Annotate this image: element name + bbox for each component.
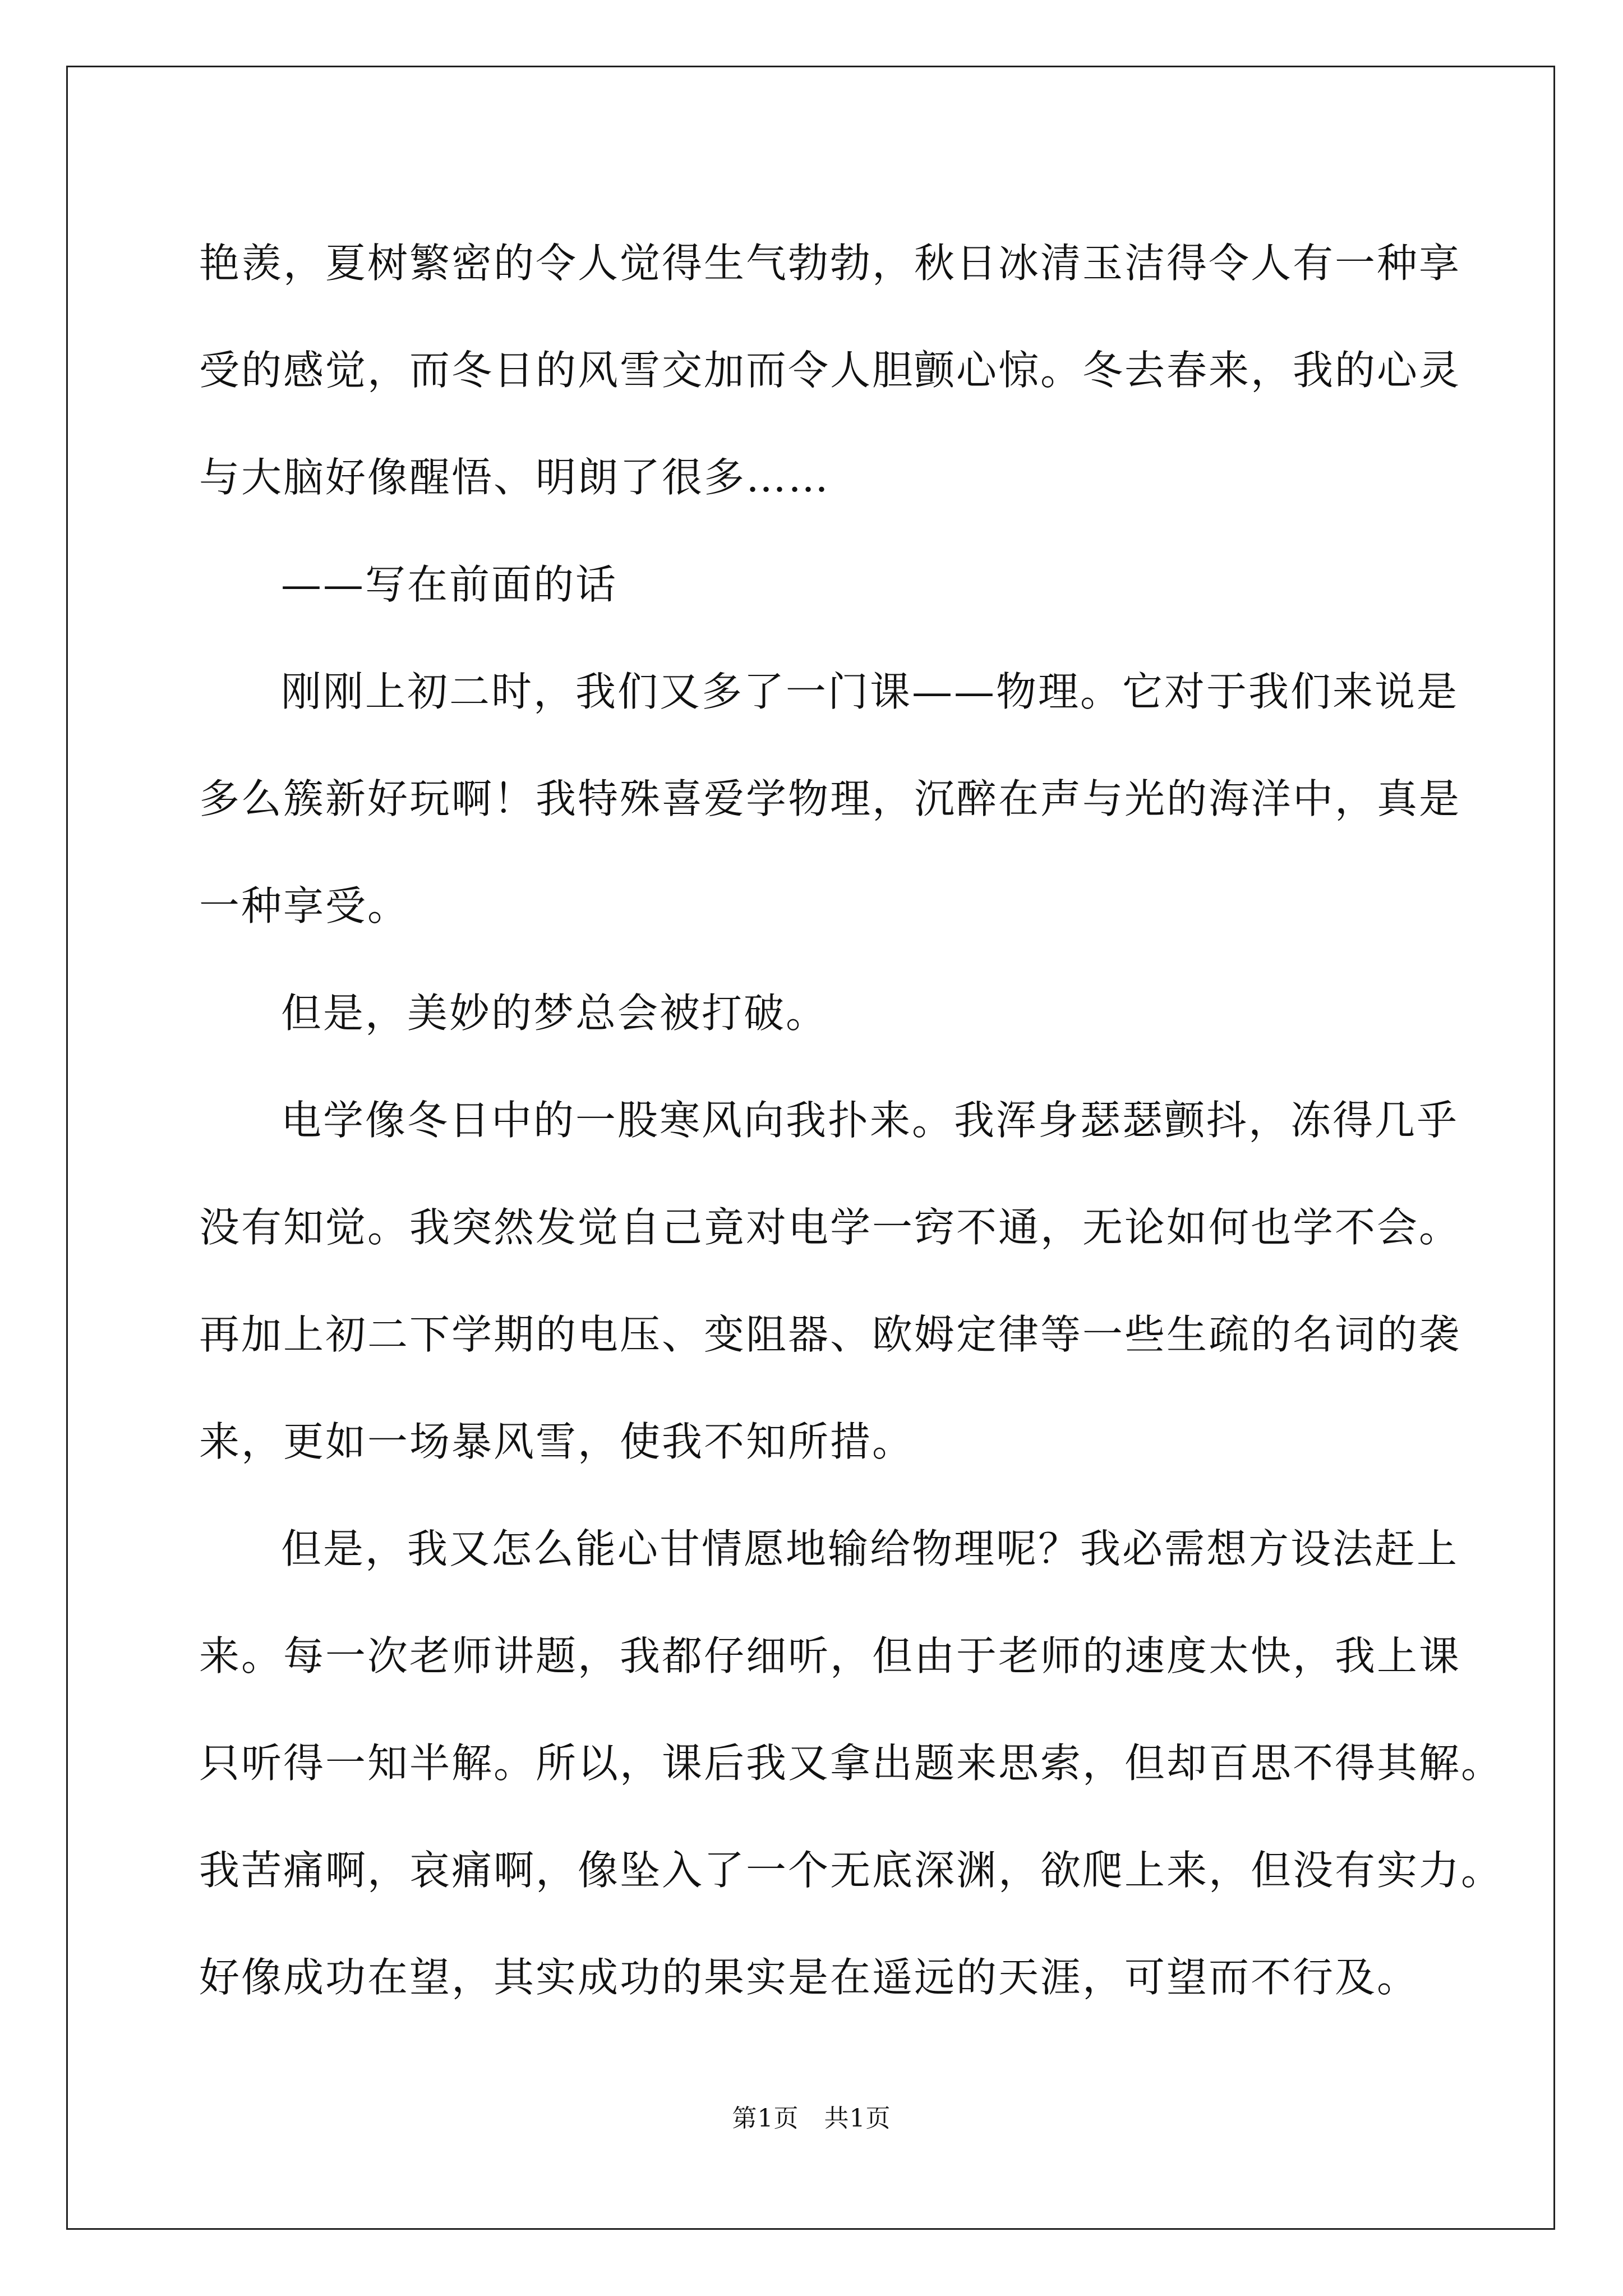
text-line-indented: ——写在前面的话 xyxy=(281,561,618,608)
text-line-indented: 但是，美妙的梦总会被打破。 xyxy=(281,990,828,1037)
text-line: 只听得一知半解。所以，课后我又拿出题来思索，但却百思不得其解。 xyxy=(199,1740,1504,1787)
text-line: 艳羡，夏树繁密的令人觉得生气勃勃，秋日冰清玉洁得令人有一种享 xyxy=(199,240,1461,287)
document-body xyxy=(199,210,1504,2031)
text-line: 受的感觉，而冬日的风雪交加而令人胆颤心惊。冬去春来，我的心灵 xyxy=(199,347,1461,394)
text-line: 再加上初二下学期的电压、变阻器、欧姆定律等一些生疏的名词的袭 xyxy=(199,1311,1461,1358)
text-line-indented: 刚刚上初二时，我们又多了一门课——物理。它对于我们来说是 xyxy=(281,668,1459,715)
text-line-indented: 但是，我又怎么能心甘情愿地输给物理呢？我必需想方设法赶上 xyxy=(281,1525,1459,1572)
text-line-indented: 电学像冬日中的一股寒风向我扑来。我浑身瑟瑟颤抖，冻得几乎 xyxy=(281,1097,1459,1144)
text-line: 来。每一次老师讲题，我都仔细听，但由于老师的速度太快，我上课 xyxy=(199,1632,1461,1680)
text-line: 好像成功在望，其实成功的果实是在遥远的天涯，可望而不行及。 xyxy=(199,1954,1419,2001)
text-line: 来，更如一场暴风雪，使我不知所措。 xyxy=(199,1418,915,1465)
text-line: 一种享受。 xyxy=(199,882,410,930)
text-line: 与大脑好像醒悟、明朗了很多…… xyxy=(199,454,831,501)
text-line: 多么簇新好玩啊！我特殊喜爱学物理，沉醉在声与光的海洋中，真是 xyxy=(199,775,1461,822)
text-line: 没有知觉。我突然发觉自己竟对电学一窍不通，无论如何也学不会。 xyxy=(199,1204,1461,1251)
page-footer: 第1页 共1页 xyxy=(732,2104,891,2133)
text-line: 我苦痛啊，哀痛啊，像坠入了一个无底深渊，欲爬上来，但没有实力。 xyxy=(199,1847,1504,1894)
